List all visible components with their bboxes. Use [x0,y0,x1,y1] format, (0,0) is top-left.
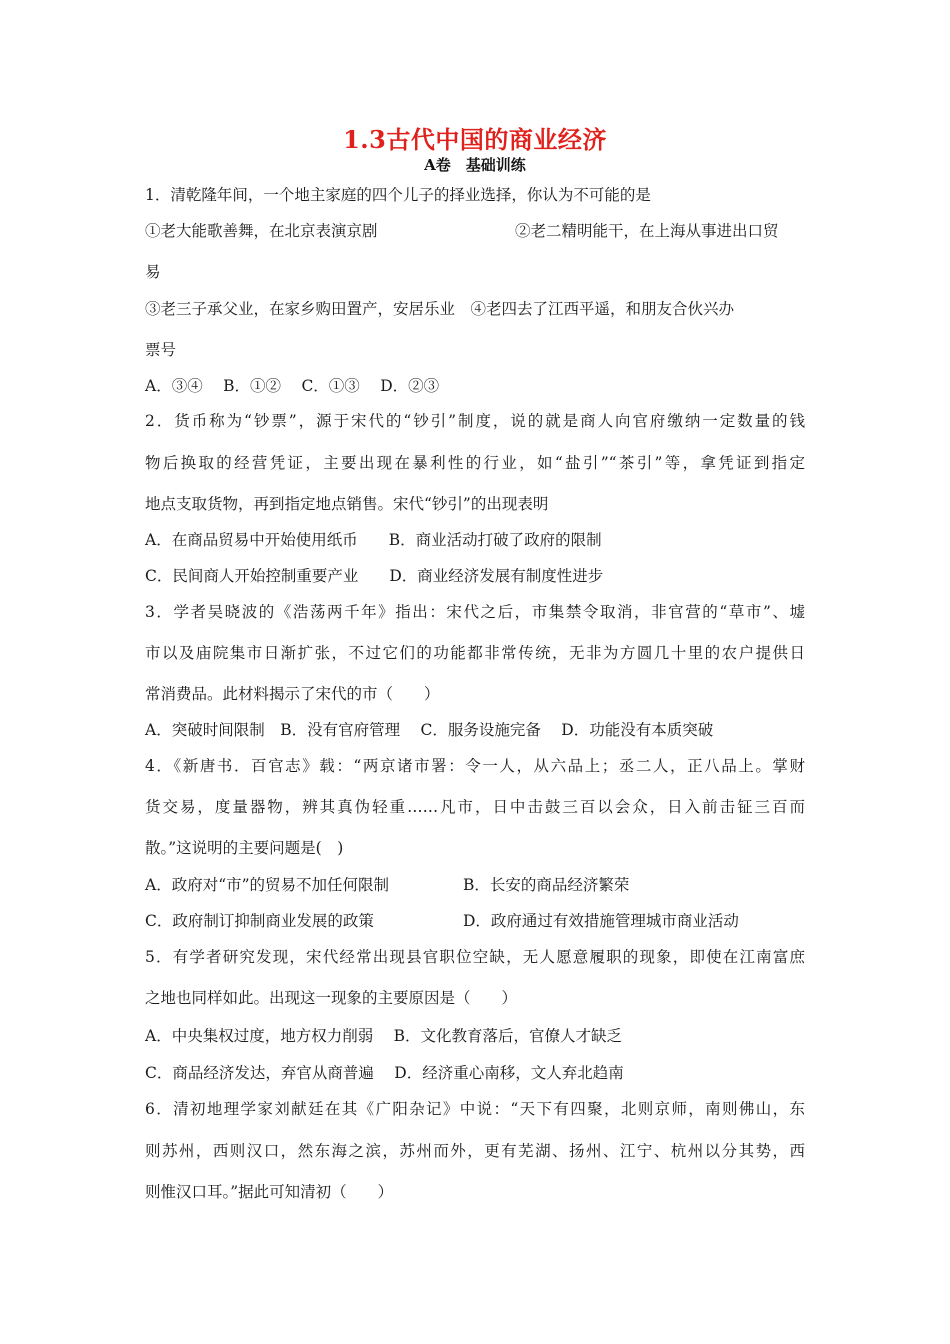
q2-options-cd: C．民间商人开始控制重要产业 D．商业经济发展有制度性进步 [145,567,604,585]
section-subtitle: A卷 基础训练 [424,156,526,174]
question-4-stem-line2: 货交易，度量器物，辨其真伪轻重……凡市，日中击鼓三百以会众，日入前击钲三百而 [145,798,805,816]
question-2-stem-line2: 物后换取的经营凭证，主要出现在暴利性的行业，如“盐引”“茶引”等，拿凭证到指定 [145,454,805,472]
question-3-stem: 3．学者吴晓波的《浩荡两千年》指出：宋代之后，市集禁令取消，非官营的“草市”、墟 [145,603,805,621]
q4-option-c: C．政府制订抑制商业发展的政策 [145,912,374,930]
q3-options: A．突破时间限制 B．没有官府管理 C．服务设施完备 D．功能没有本质突破 [145,721,714,739]
question-3-stem-line3: 常消费品。此材料揭示了宋代的市（ ） [145,685,440,703]
question-2-stem-line3: 地点支取货物，再到指定地点销售。宋代“钞引”的出现表明 [145,495,549,513]
q1-option-4-cont: 票号 [145,341,177,359]
q1-answer-choices: A．③④ B．①② C．①③ D．②③ [145,377,440,395]
q1-option-1: ①老大能歌善舞，在北京表演京剧 [145,222,378,240]
q1-options-3-4: ③老三子承父业，在家乡购田置产，安居乐业 ④老四去了江西平遥，和朋友合伙兴办 [145,300,735,318]
q2-options-ab: A．在商品贸易中开始使用纸币 B．商业活动打破了政府的限制 [145,531,602,549]
q1-option-2-cont: 易 [145,263,161,281]
q1-option-2: ②老二精明能干，在上海从事进出口贸 [515,222,779,240]
question-6-stem: 6．清初地理学家刘献廷在其《广阳杂记》中说：“天下有四聚，北则京师，南则佛山，东 [145,1100,805,1118]
question-1-stem: 1．清乾隆年间，一个地主家庭的四个儿子的择业选择，你认为不可能的是 [145,186,651,204]
question-2-stem: 2．货币称为“钞票”，源于宋代的“钞引”制度，说的就是商人向官府缴纳一定数量的钱 [145,412,805,430]
question-6-stem-line2: 则苏州，西则汉口，然东海之滨，苏州而外，更有芜湖、扬州、江宁、杭州以分其势，西 [145,1142,805,1160]
question-6-stem-line3: 则惟汉口耳。”据此可知清初（ ） [145,1183,394,1201]
page-title: 1.3古代中国的商业经济 [343,125,607,154]
question-4-stem-line3: 散。”这说明的主要问题是( ) [145,839,344,857]
q5-options-ab: A．中央集权过度，地方权力削弱 B．文化教育落后，官僚人才缺乏 [145,1027,623,1045]
q4-option-d: D．政府通过有效措施管理城市商业活动 [463,912,739,930]
question-3-stem-line2: 市以及庙院集市日渐扩张，不过它们的功能都非常传统，无非为方圆几十里的农户提供日 [145,644,805,662]
q5-options-cd: C．商品经济发达，弃官从商普遍 D．经济重心南移，文人弃北趋南 [145,1064,624,1082]
question-5-stem-line2: 之地也同样如此。出现这一现象的主要原因是（ ） [145,989,518,1007]
question-4-stem: 4．《新唐书．百官志》载：“两京诸市署：令一人，从六品上；丞二人，正八品上。掌财 [145,757,805,775]
question-5-stem: 5．有学者研究发现，宋代经常出现县官职位空缺，无人愿意履职的现象，即使在江南富庶 [145,948,805,966]
q4-option-a: A．政府对“市”的贸易不加任何限制 [145,876,390,894]
q4-option-b: B．长安的商品经济繁荣 [463,876,630,894]
